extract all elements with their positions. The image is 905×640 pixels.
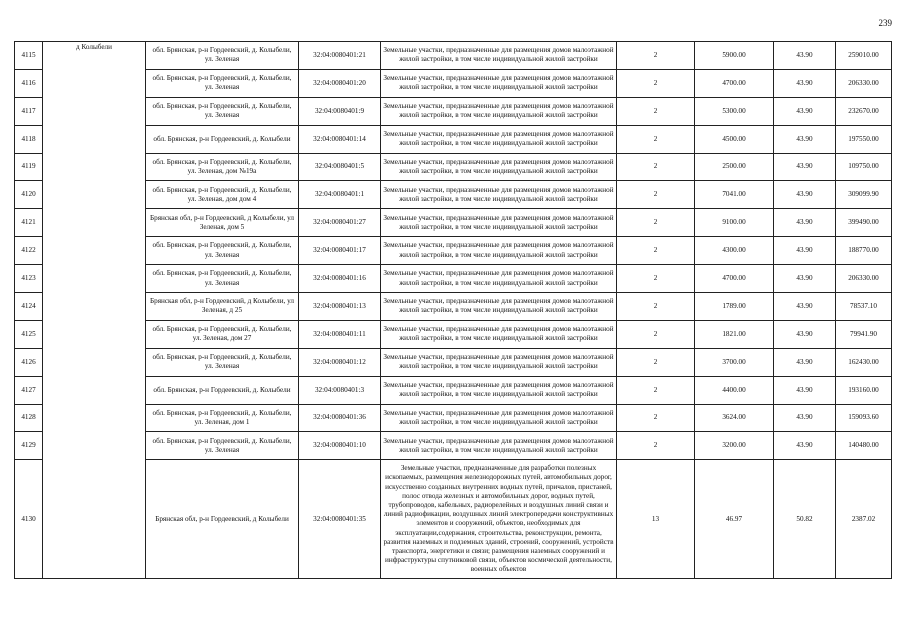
land-purpose-cell: Земельные участки, предназначенные для размещения домов малоэтажной жилой застройки, в том числе индивидуальной жилой застройки <box>381 209 617 237</box>
address-cell: обл. Брянская, р-н Гордеевский, д. Колыбели, ул. Зеленая <box>146 97 299 125</box>
cadastral-value-cell: 193160.00 <box>836 376 892 404</box>
address-cell: обл. Брянская, р-н Гордеевский, д. Колыбели, ул. Зеленая <box>146 432 299 460</box>
page-number: 239 <box>878 18 892 28</box>
cadastral-number-cell: 32:04:0080401:20 <box>299 69 381 97</box>
land-purpose-cell: Земельные участки, предназначенные для размещения домов малоэтажной жилой застройки, в том числе индивидуальной жилой застройки <box>381 181 617 209</box>
table-row <box>15 432 892 460</box>
land-purpose-cell: Земельные участки, предназначенные для размещения домов малоэтажной жилой застройки, в том числе индивидуальной жилой застройки <box>381 153 617 181</box>
address-cell: Брянская обл, р-н Гордеевский, д Колыбели, ул Зеленая, д 25 <box>146 293 299 321</box>
group-cell: 2 <box>617 209 695 237</box>
area-cell: 7041.00 <box>695 181 774 209</box>
group-cell: 2 <box>617 153 695 181</box>
land-purpose-cell: Земельные участки, предназначенные для разработки полезных ископаемых, размещения железнодорожных путей, автомобильных дорог, искусственно созданных внутренних водных путей, причалов, пристаней, полос отвода железных и автомобильных дорог, водных путей, трубопроводов, кабельных, радиорелейных и воздушных линий связи и линий радиофикации, воздушных линий электропередачи конструктивных элементов и сооружений, объектов, необходимых для эксплуатации,содержания, строительства, реконструкции, ремонта, развития наземных и подземных зданий, строений, сооружений, устройств транспорта, энергетики и связи; размещения наземных сооружений и инфраструктуры спутниковой связи, объектов космической деятельности, военных объектов <box>381 460 617 579</box>
rate-cell: 43.90 <box>774 265 836 293</box>
group-cell: 2 <box>617 293 695 321</box>
group-cell: 13 <box>617 460 695 579</box>
group-cell: 2 <box>617 265 695 293</box>
cadastral-number-cell: 32:04:0080401:36 <box>299 404 381 432</box>
area-cell: 46.97 <box>695 460 774 579</box>
cadastral-value-cell: 159093.60 <box>836 404 892 432</box>
rate-cell: 43.90 <box>774 69 836 97</box>
cadastral-value-cell: 140480.00 <box>836 432 892 460</box>
rate-cell: 43.90 <box>774 432 836 460</box>
table-row <box>15 237 892 265</box>
land-purpose-cell: Земельные участки, предназначенные для размещения домов малоэтажной жилой застройки, в том числе индивидуальной жилой застройки <box>381 69 617 97</box>
cadastral-number-cell: 32:04:0080401:17 <box>299 237 381 265</box>
address-cell: обл. Брянская, р-н Гордеевский, д. Колыбели <box>146 376 299 404</box>
table-row <box>15 125 892 153</box>
cadastral-value-cell: 309099.90 <box>836 181 892 209</box>
table-row <box>15 209 892 237</box>
area-cell: 4400.00 <box>695 376 774 404</box>
row-number: 4121 <box>15 209 43 237</box>
land-purpose-cell: Земельные участки, предназначенные для размещения домов малоэтажной жилой застройки, в том числе индивидуальной жилой застройки <box>381 293 617 321</box>
cadastral-number-cell: 32:04:0080401:1 <box>299 181 381 209</box>
address-cell: обл. Брянская, р-н Гордеевский, д. Колыбели, ул. Зеленая <box>146 237 299 265</box>
cadastral-value-cell: 259010.00 <box>836 42 892 70</box>
cadastral-number-cell: 32:04:0080401:21 <box>299 42 381 70</box>
land-purpose-cell: Земельные участки, предназначенные для размещения домов малоэтажной жилой застройки, в том числе индивидуальной жилой застройки <box>381 237 617 265</box>
cadastral-value-cell: 188770.00 <box>836 237 892 265</box>
rate-cell: 43.90 <box>774 293 836 321</box>
area-cell: 4300.00 <box>695 237 774 265</box>
land-purpose-cell: Земельные участки, предназначенные для размещения домов малоэтажной жилой застройки, в том числе индивидуальной жилой застройки <box>381 376 617 404</box>
land-purpose-cell: Земельные участки, предназначенные для размещения домов малоэтажной жилой застройки, в том числе индивидуальной жилой застройки <box>381 42 617 70</box>
cadastral-number-cell: 32:04:0080401:5 <box>299 153 381 181</box>
address-cell: обл. Брянская, р-н Гордеевский, д. Колыбели, ул. Зеленая, дом 1 <box>146 404 299 432</box>
land-plots-table <box>14 41 892 579</box>
group-cell: 2 <box>617 69 695 97</box>
row-number: 4127 <box>15 376 43 404</box>
address-cell: обл. Брянская, р-н Гордеевский, д. Колыбели, ул. Зеленая, дом дом 4 <box>146 181 299 209</box>
group-cell: 2 <box>617 181 695 209</box>
table-row <box>15 348 892 376</box>
cadastral-value-cell: 79941.90 <box>836 320 892 348</box>
cadastral-number-cell: 32:04:0080401:14 <box>299 125 381 153</box>
area-cell: 2500.00 <box>695 153 774 181</box>
address-cell: Брянская обл, р-н Гордеевский, д Колыбели <box>146 460 299 579</box>
row-number: 4115 <box>15 42 43 70</box>
row-number: 4129 <box>15 432 43 460</box>
rate-cell: 50.82 <box>774 460 836 579</box>
area-cell: 4500.00 <box>695 125 774 153</box>
row-number: 4122 <box>15 237 43 265</box>
cadastral-value-cell: 197550.00 <box>836 125 892 153</box>
table-row <box>15 265 892 293</box>
group-cell: 2 <box>617 404 695 432</box>
cadastral-value-cell: 206330.00 <box>836 69 892 97</box>
cadastral-number-cell: 32:04:0080401:13 <box>299 293 381 321</box>
land-purpose-cell: Земельные участки, предназначенные для размещения домов малоэтажной жилой застройки, в том числе индивидуальной жилой застройки <box>381 320 617 348</box>
rate-cell: 43.90 <box>774 237 836 265</box>
rate-cell: 43.90 <box>774 97 836 125</box>
row-number: 4117 <box>15 97 43 125</box>
row-number: 4125 <box>15 320 43 348</box>
cadastral-value-cell: 2387.02 <box>836 460 892 579</box>
rate-cell: 43.90 <box>774 125 836 153</box>
address-cell: обл. Брянская, р-н Гордеевский, д. Колыбели, ул. Зеленая <box>146 348 299 376</box>
area-cell: 3624.00 <box>695 404 774 432</box>
cadastral-value-cell: 206330.00 <box>836 265 892 293</box>
group-cell: 2 <box>617 237 695 265</box>
row-number: 4123 <box>15 265 43 293</box>
cadastral-number-cell: 32:04:0080401:9 <box>299 97 381 125</box>
cadastral-number-cell: 32:04:0080401:11 <box>299 320 381 348</box>
table-row <box>15 320 892 348</box>
land-purpose-cell: Земельные участки, предназначенные для размещения домов малоэтажной жилой застройки, в том числе индивидуальной жилой застройки <box>381 348 617 376</box>
row-number: 4124 <box>15 293 43 321</box>
area-cell: 5900.00 <box>695 42 774 70</box>
cadastral-value-cell: 232670.00 <box>836 97 892 125</box>
group-cell: 2 <box>617 97 695 125</box>
rate-cell: 43.90 <box>774 348 836 376</box>
row-number: 4128 <box>15 404 43 432</box>
row-number: 4130 <box>15 460 43 579</box>
address-cell: обл. Брянская, р-н Гордеевский, д. Колыбели, ул. Зеленая <box>146 69 299 97</box>
land-purpose-cell: Земельные участки, предназначенные для размещения домов малоэтажной жилой застройки, в том числе индивидуальной жилой застройки <box>381 265 617 293</box>
cadastral-number-cell: 32:04:0080401:35 <box>299 460 381 579</box>
cadastral-value-cell: 109750.00 <box>836 153 892 181</box>
area-cell: 3700.00 <box>695 348 774 376</box>
address-cell: обл. Брянская, р-н Гордеевский, д. Колыбели, ул. Зеленая, дом 27 <box>146 320 299 348</box>
land-purpose-cell: Земельные участки, предназначенные для размещения домов малоэтажной жилой застройки, в том числе индивидуальной жилой застройки <box>381 432 617 460</box>
area-cell: 9100.00 <box>695 209 774 237</box>
group-cell: 2 <box>617 320 695 348</box>
row-number: 4126 <box>15 348 43 376</box>
rate-cell: 43.90 <box>774 404 836 432</box>
group-cell: 2 <box>617 432 695 460</box>
rate-cell: 43.90 <box>774 376 836 404</box>
table-row <box>15 181 892 209</box>
table-row <box>15 69 892 97</box>
table-row <box>15 293 892 321</box>
address-cell: обл. Брянская, р-н Гордеевский, д. Колыбели <box>146 125 299 153</box>
cadastral-value-cell: 78537.10 <box>836 293 892 321</box>
group-cell: 2 <box>617 42 695 70</box>
group-cell: 2 <box>617 376 695 404</box>
cadastral-number-cell: 32:04:0080401:16 <box>299 265 381 293</box>
cadastral-value-cell: 162430.00 <box>836 348 892 376</box>
area-cell: 3200.00 <box>695 432 774 460</box>
cadastral-number-cell: 32:04:0080401:3 <box>299 376 381 404</box>
land-purpose-cell: Земельные участки, предназначенные для размещения домов малоэтажной жилой застройки, в том числе индивидуальной жилой застройки <box>381 404 617 432</box>
rate-cell: 43.90 <box>774 320 836 348</box>
area-cell: 1821.00 <box>695 320 774 348</box>
area-cell: 4700.00 <box>695 265 774 293</box>
cadastral-number-cell: 32:04:0080401:12 <box>299 348 381 376</box>
locality-cell: д Колыбели <box>43 42 146 579</box>
group-cell: 2 <box>617 348 695 376</box>
land-purpose-cell: Земельные участки, предназначенные для размещения домов малоэтажной жилой застройки, в том числе индивидуальной жилой застройки <box>381 97 617 125</box>
land-purpose-cell: Земельные участки, предназначенные для размещения домов малоэтажной жилой застройки, в том числе индивидуальной жилой застройки <box>381 125 617 153</box>
area-cell: 4700.00 <box>695 69 774 97</box>
cadastral-number-cell: 32:04:0080401:27 <box>299 209 381 237</box>
table-row <box>15 97 892 125</box>
rate-cell: 43.90 <box>774 181 836 209</box>
table-body <box>15 42 892 579</box>
rate-cell: 43.90 <box>774 153 836 181</box>
row-number: 4118 <box>15 125 43 153</box>
table-row <box>15 404 892 432</box>
address-cell: обл. Брянская, р-н Гордеевский, д. Колыбели, ул. Зеленая <box>146 265 299 293</box>
row-number: 4120 <box>15 181 43 209</box>
rate-cell: 43.90 <box>774 42 836 70</box>
group-cell: 2 <box>617 125 695 153</box>
table-row <box>15 460 892 579</box>
area-cell: 1789.00 <box>695 293 774 321</box>
table-row <box>15 376 892 404</box>
rate-cell: 43.90 <box>774 209 836 237</box>
table-row <box>15 153 892 181</box>
cadastral-number-cell: 32:04:0080401:10 <box>299 432 381 460</box>
address-cell: Брянская обл, р-н Гордеевский, д Колыбели, ул Зеленая, дом 5 <box>146 209 299 237</box>
table-row <box>15 42 892 70</box>
area-cell: 5300.00 <box>695 97 774 125</box>
address-cell: обл. Брянская, р-н Гордеевский, д. Колыбели, ул. Зеленая <box>146 42 299 70</box>
row-number: 4119 <box>15 153 43 181</box>
row-number: 4116 <box>15 69 43 97</box>
cadastral-value-cell: 399490.00 <box>836 209 892 237</box>
address-cell: обл. Брянская, р-н Гордеевский, д. Колыбели, ул. Зеленая, дом №19а <box>146 153 299 181</box>
